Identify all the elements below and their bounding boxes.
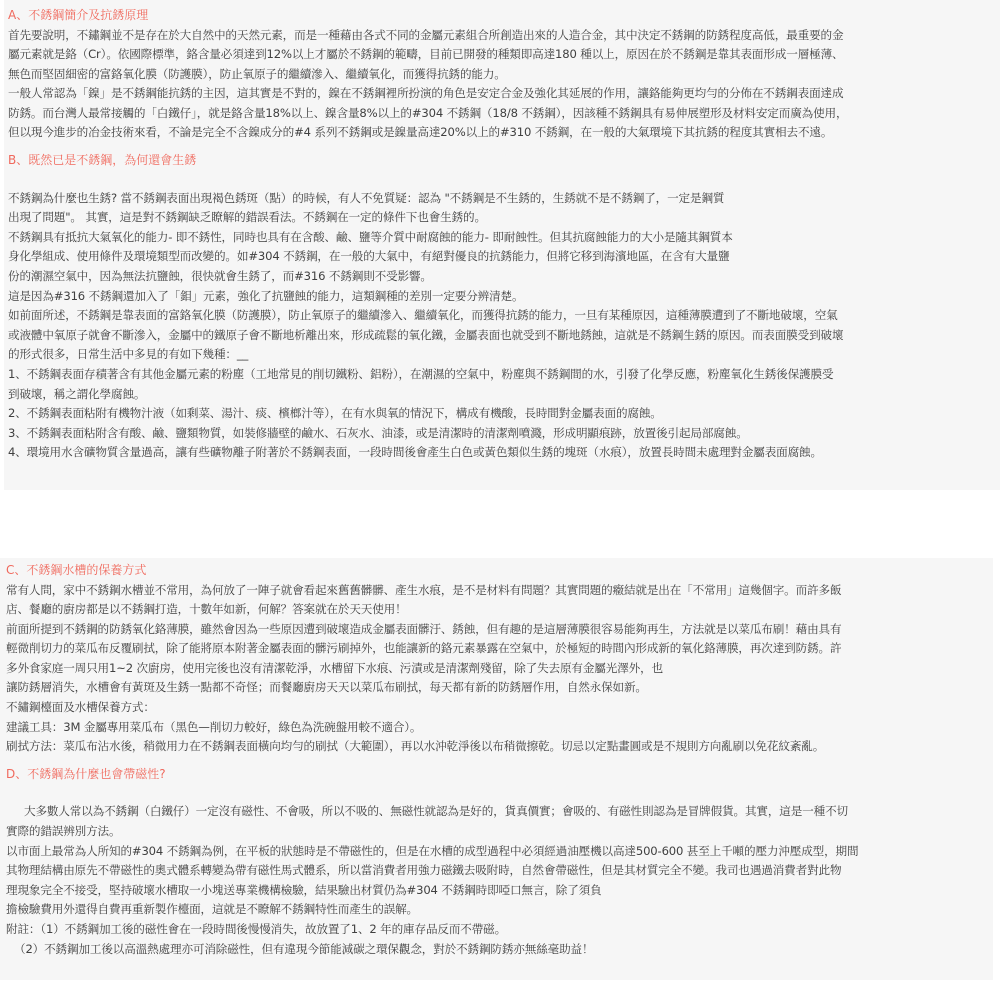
list-item-2: 2、不銹鋼表面粘附有機物汁液（如剩菜、湯汁、痰、檳榔汁等），在有水與氧的情況下，構成有機酸，長時間對金屬表面的腐蝕。 [8,406,662,421]
section-b-title: B、既然已是不銹鋼，為何還會生銹 [8,153,197,168]
paragraph-line: 無色而堅固細密的富鉻氧化膜（防護膜），防止氧原子的繼續滲入、繼續氧化，而獲得抗銹的能力。 [8,66,506,81]
bottom-article-panel [0,558,993,980]
paragraph-line: 一般人常認為「鎳」是不銹鋼能抗銹的主因，這其實是不對的，鎳在不銹鋼裡所扮演的角色是安定合金及強化其延展的作用，讓鉻能夠更均勻的分佈在不銹鋼表面達成 [8,86,844,101]
list-item-1: 1、不銹鋼表面存積著含有其他金屬元素的粉塵（工地常見的削切鐵粉、鋁粉），在潮濕的空氣中，粉塵與不銹鋼間的水，引發了化學反應，粉塵氧化生銹後保護膜受 [8,366,834,381]
paragraph-line: 以市面上最常為人所知的#304 不銹鋼為例，在平板的狀態時是不帶磁性的，但是在水槽的成型過程中必須經過油壓機以高達500-600 甚至上千噸的壓力沖壓成型，期間 [6,843,859,858]
care-method-title: 不鏽鋼檯面及水槽保養方式： [6,700,155,715]
paragraph-line: 屬元素就是鉻（Cr）。依國際標準，鉻含量必須達到12%以上才屬於不銹鋼的範疇，目前已開發的種類即高達180 種以上，原因在於不銹鋼是靠其表面形成一層極薄、 [8,47,844,62]
paragraph-line: 大多數人常以為不銹鋼（白鐵仔）一定沒有磁性、不會吸，所以不吸的、無磁性就認為是好的，貨真價實；會吸的、有磁性則認為是冒牌假貨。其實，這是一種不切 [24,804,848,819]
suggested-tools: 建議工具：3M 金屬專用菜瓜布（黑色—削切力較好，綠色為洗碗盤用較不適合）。 [6,719,422,734]
section-a-body [8,26,992,144]
section-d-title: D、不銹鋼為什麼也會帶磁性? [6,766,166,781]
section-a-title: A、不銹鋼簡介及抗銹原理 [8,8,149,22]
section-c-title: C、不銹鋼水槽的保養方式 [6,563,147,577]
paragraph-line: 多外食家庭一周只用1~2 次廚房，使用完後也沒有清潔乾淨，水槽留下水痕、污漬或是清潔劑殘留，除了失去原有金屬光澤外，也 [6,660,663,675]
paragraph-line: 的形式很多，日常生活中多見的有如下幾種：__ [8,347,249,362]
footnote-2: （2）不銹鋼加工後以高溫熱處理亦可消除磁性，但有違現今節能減碳之環保觀念，對於不銹鋼防銹亦無絲毫助益！ [14,941,594,956]
section-b-body [8,189,992,463]
section-d-body [6,802,987,959]
list-item-1-cont: 到破壞，稱之謂化學腐蝕。 [8,386,146,401]
top-article-panel [4,0,1000,490]
paragraph-line: 擔檢驗費用外還得自費再重新製作檯面，這就是不瞭解不銹鋼特性而產生的誤解。 [6,902,418,917]
scrubbing-method: 刷拭方法：菜瓜布沾水後，稍微用力在不銹鋼表面橫向均勻的刷拭（大範圍），再以水沖乾淨後以布稍微擦乾。切忌以定點畫圓或是不規則方向亂刷以免花紋紊亂。 [6,739,825,754]
paragraph-line: 出現了問題"。 其實，這是對不銹鋼缺乏瞭解的錯誤看法。不銹鋼在一定的條件下也會生銹的。 [8,210,486,225]
paragraph-line: 防銹。而台灣人最常接觸的「白鐵仔」，就是鉻含量18%以上、鎳含量8%以上的#304 不銹鋼（18/8 不銹鋼），因該種不銹鋼具有易伸展塑形及材料安定而廣為使用， [8,105,848,120]
paragraph-line: 理現象完全不接受，堅持破壞水槽取一小塊送專業機構檢驗，結果驗出材質仍為#304 不銹鋼時即啞口無言，除了須負 [6,882,602,897]
paragraph-line: 常有人問，家中不銹鋼水槽並不常用，為何放了一陣子就會看起來舊舊髒髒、產生水痕，是不是材料有問題？其實問題的癥結就是出在「不常用」這幾個字。而許多飯 [6,582,842,597]
paragraph-line: 身化學組成、使用條件及環境類型而改變的。如#304 不銹鋼，在一般的大氣中，有絕對優良的抗銹能力，但將它移到海濱地區，在含有大量鹽 [8,249,730,264]
paragraph-line: 店、餐廳的廚房都是以不銹鋼打造，十數年如新，何解？答案就在於天天使用！ [6,602,407,617]
paragraph-line: 或液體中氧原子就會不斷滲入，金屬中的鐵原子會不斷地析離出來，形成疏鬆的氧化鐵，金屬表面也就受到不斷地銹蝕，這就是不銹鋼生銹的原因。而表面膜受到破壞 [8,327,844,342]
paragraph-line: 其物理結構由原先不帶磁性的奧式體系轉變為帶有磁性馬式體系，所以當消費者用強力磁鐵去吸附時，自然會帶磁性，但是其材質完全不變。我司也遇過消費者對此物 [6,863,842,878]
footnote-1: 附註：（1）不銹鋼加工後的磁性會在一段時間後慢慢消失，故放置了1、2 年的庫存品反而不帶磁。 [6,921,507,936]
paragraph-line: 輕微削切力的菜瓜布反覆刷拭，除了能將原本附著金屬表面的髒污刷掉外，也能讓新的鉻元素暴露在空氣中，於極短的時間內形成新的氧化鉻薄膜，再次達到防銹。許 [6,641,842,656]
paragraph-line: 實際的錯誤辨別方法。 [6,823,121,838]
paragraph-line: 份的潮濕空氣中，因為無法抗鹽蝕，很快就會生銹了，而#316 不銹鋼則不受影響。 [8,268,432,283]
paragraph-line: 不銹鋼具有抵抗大氣氧化的能力- 即不銹性，同時也具有在含酸、鹼、鹽等介質中耐腐蝕的能力- 即耐蝕性。但其抗腐蝕能力的大小是隨其鋼質本 [8,229,733,244]
paragraph-line: 不銹鋼為什麼也生銹? 當不銹鋼表面出現褐色銹斑（點）的時候，有人不免質疑：認為 "不銹鋼是不生銹的，生銹就不是不銹鋼了，一定是鋼質 [8,190,725,205]
paragraph-line: 首先要說明，不鏽鋼並不是存在於大自然中的天然元素，而是一種藉由各式不同的金屬元素組合所創造出來的人造合金，其中決定不銹鋼的防銹程度高低，最重要的金 [8,27,844,42]
paragraph-line: 讓防銹層消失，水槽會有黃斑及生銹一點都不奇怪；而餐廳廚房天天以菜瓜布刷拭，每天都有新的防銹層作用，自然永保如新。 [6,680,647,695]
list-item-4: 4、環境用水含礦物質含量過高，讓有些礦物離子附著於不銹鋼表面，一段時間後會產生白色或黃色類似生銹的塊斑（水痕），放置長時間未處理對金屬表面腐蝕。 [8,445,822,460]
paragraph-line: 前面所提到不銹鋼的防銹氧化鉻薄膜，雖然會因為一些原因遭到破壞造成金屬表面髒汙、銹蝕，但有趣的是這層薄膜很容易能夠再生，方法就是以菜瓜布刷！藉由具有 [6,621,842,636]
paragraph-line: 但以現今進步的冶金技術來看，不論是完全不含鎳成分的#4 系列不銹鋼或是鎳量高達20%以上的#310 不銹鋼，在一般的大氣環境下其抗銹的程度其實相去不遠。 [8,125,833,140]
paragraph-line: 這是因為#316 不銹鋼還加入了「鉬」元素，強化了抗鹽蝕的能力，這類鋼種的差別一定要分辨清楚。 [8,288,524,303]
section-c-body [6,581,987,757]
paragraph-line: 如前面所述，不銹鋼是靠表面的富鉻氧化膜（防護膜），防止氧原子的繼續滲入、繼續氧化，而獲得抗銹的能力，一旦有某種原因，這種薄膜遭到了不斷地破壞，空氣 [8,308,838,323]
list-item-3: 3、不銹鋼表面粘附含有酸、鹼、鹽類物質，如裝修牆壁的鹼水、石灰水、油漆，或是清潔時的清潔劑噴濺，形成明顯痕跡，放置後引起局部腐蝕。 [8,425,748,440]
